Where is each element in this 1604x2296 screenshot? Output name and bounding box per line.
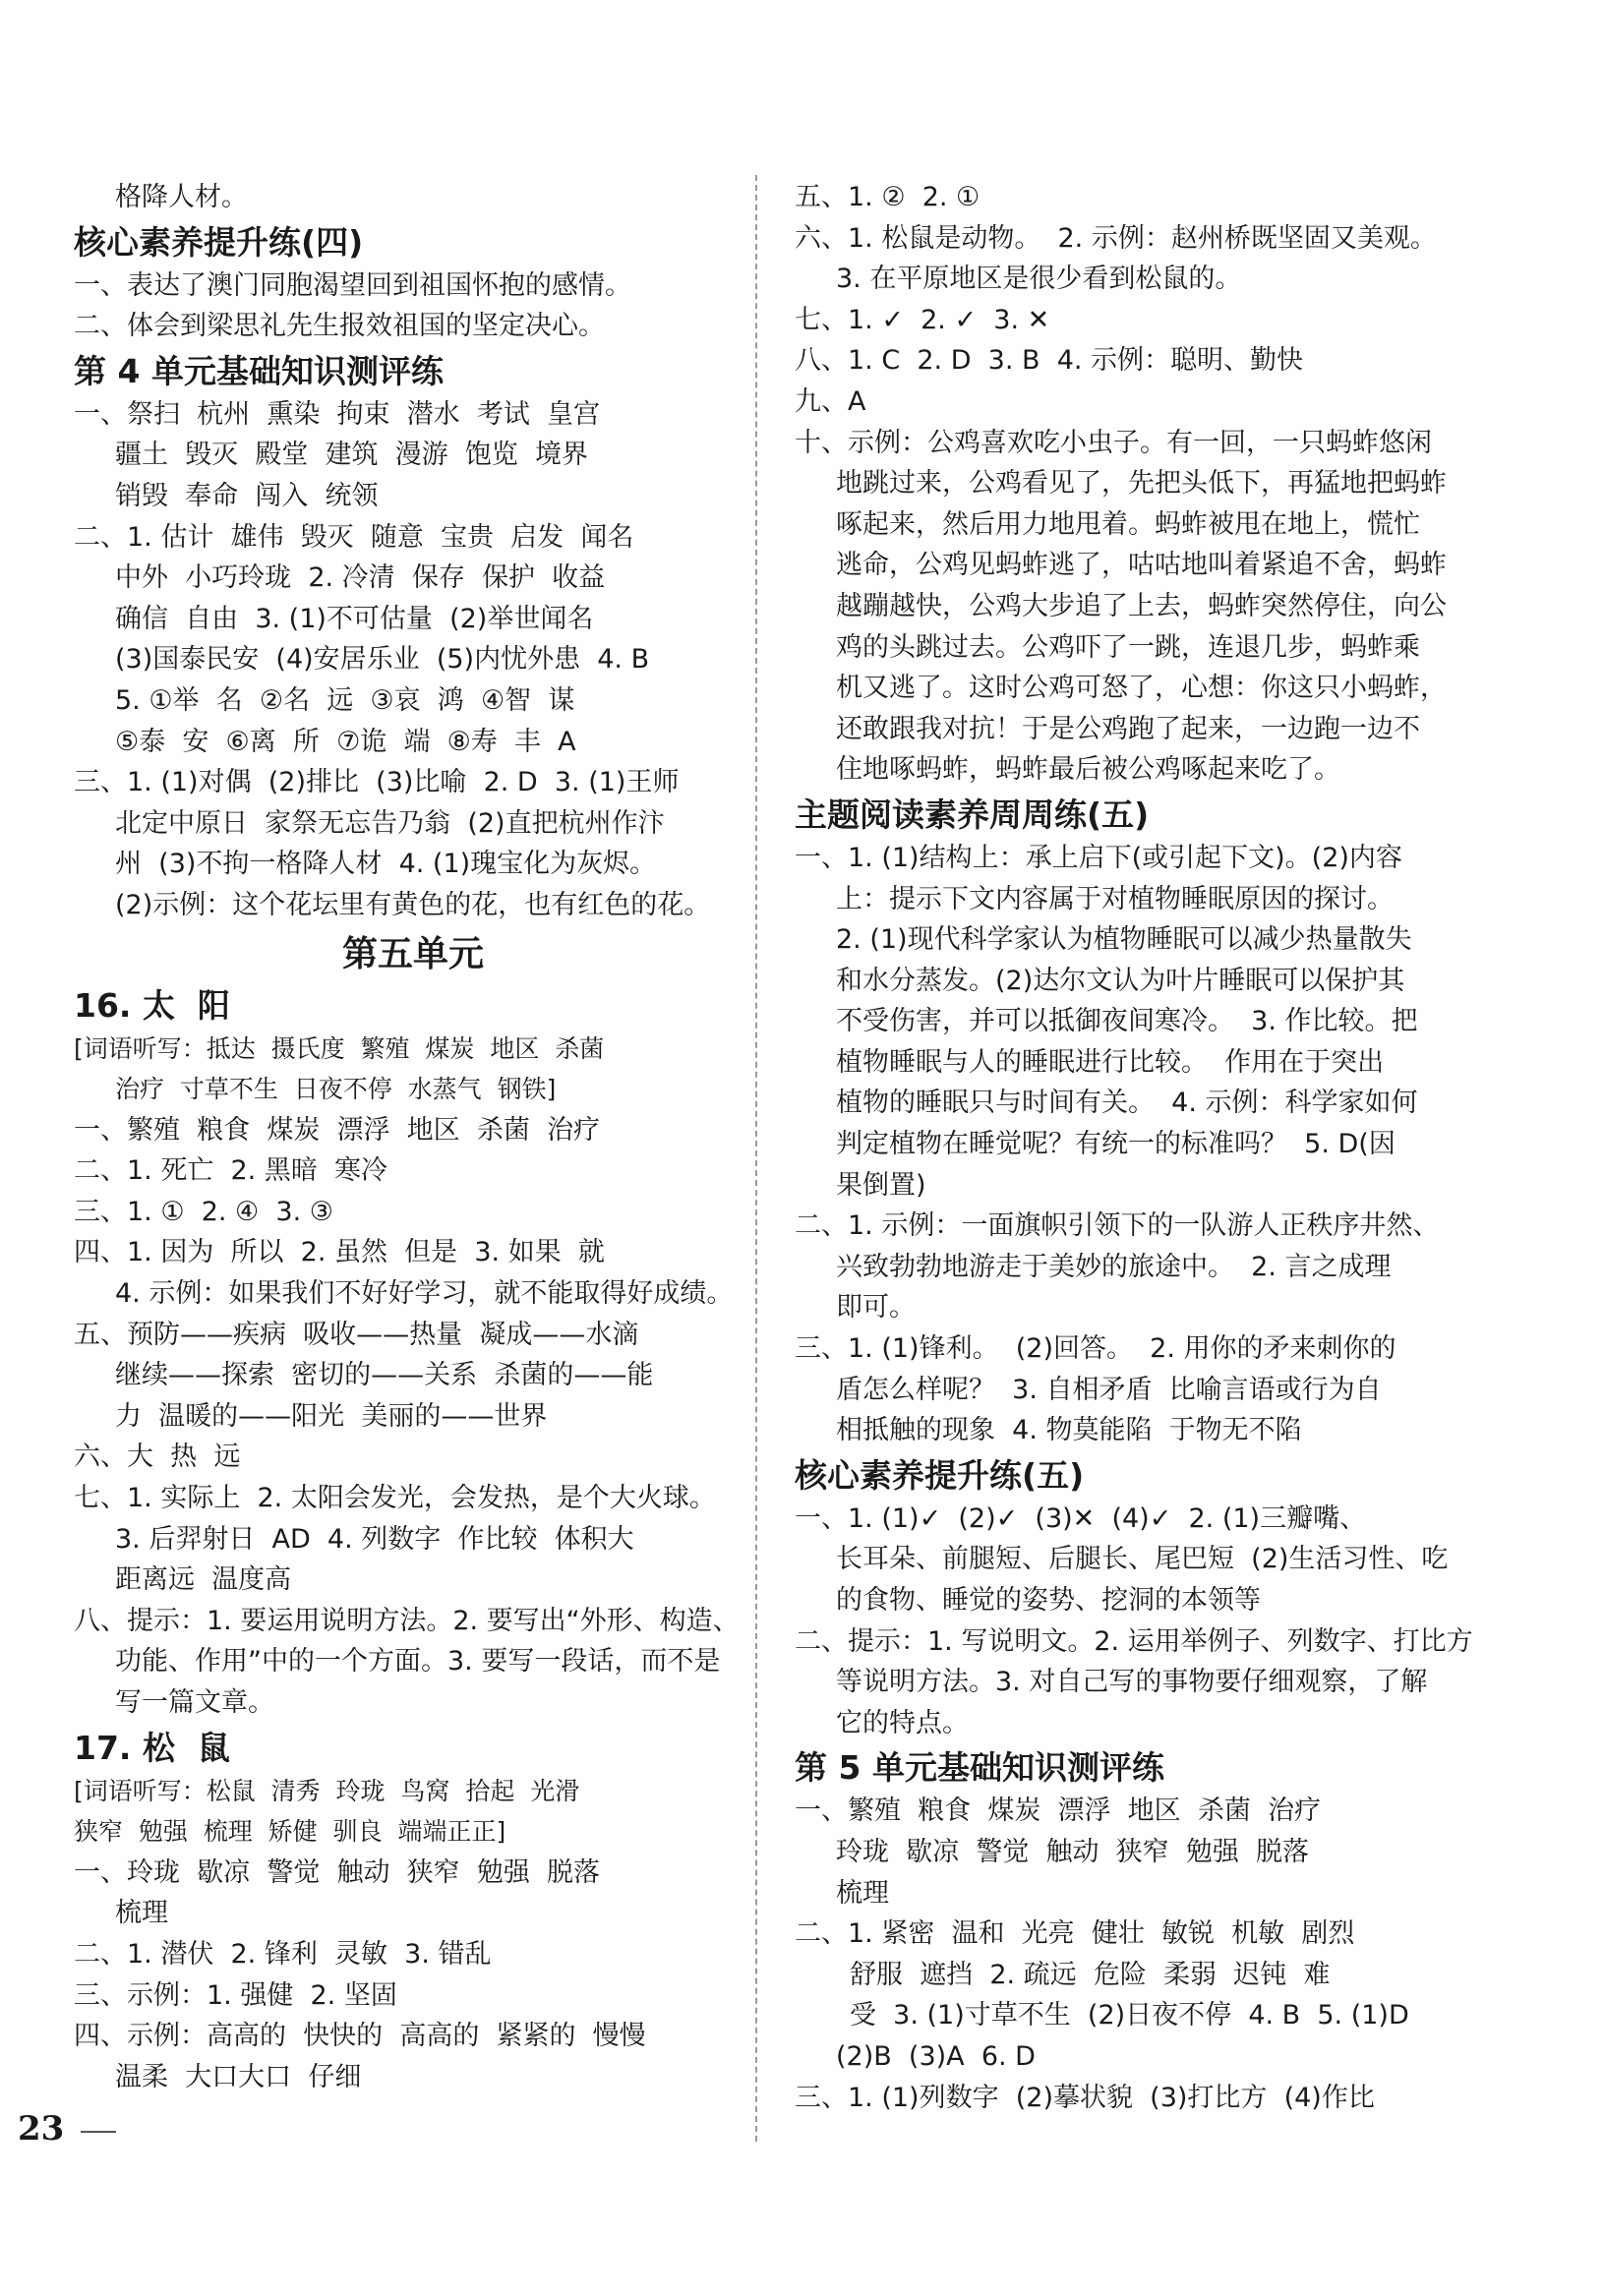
answer-line: 3. 后羿射日 AD 4. 列数字 作比较 体积大 bbox=[115, 1523, 634, 1555]
answer-line: 植物的睡眠只与时间有关。 4. 示例：科学家如何 bbox=[836, 1088, 1418, 1119]
answer-line: 判定植物在睡觉呢？有统一的标准吗？ 5. D(因 bbox=[836, 1129, 1396, 1160]
answer-line: 温柔 大口大口 仔细 bbox=[115, 2061, 362, 2092]
answer-line: 写一篇文章。 bbox=[115, 1687, 274, 1718]
dictation-line: 狭窄 勉强 梳理 矫健 驯良 端端正正] bbox=[74, 1817, 506, 1847]
answer-line: 还敢跟我对抗！于是公鸡跑了起来，一边跑一边不 bbox=[836, 713, 1420, 744]
answer-line: 3. 在平原地区是很少看到松鼠的。 bbox=[836, 264, 1242, 295]
answer-line: 三、1. ① 2. ④ 3. ③ bbox=[74, 1196, 333, 1227]
section-heading: 17. 松 鼠 bbox=[74, 1728, 230, 1767]
answer-line: 距离远 温度高 bbox=[115, 1564, 292, 1596]
answer-line: 二、体会到梁思礼先生报效祖国的坚定决心。 bbox=[74, 311, 605, 342]
dictation-line: [词语听写：抵达 摄氏度 繁殖 煤炭 地区 杀菌 bbox=[74, 1033, 605, 1063]
answer-line: 果倒置) bbox=[836, 1169, 926, 1201]
answer-line: 梳理 bbox=[836, 1877, 889, 1909]
answer-line: 五、1. ② 2. ① bbox=[795, 182, 980, 212]
answer-line: 和水分蒸发。(2)达尔文认为叶片睡眠可以保护其 bbox=[836, 965, 1405, 996]
section-heading: 第 5 单元基础知识测评练 bbox=[795, 1748, 1164, 1788]
answer-line: 相抵触的现象 4. 物莫能陷 于物无不陷 bbox=[836, 1415, 1302, 1446]
right-column bbox=[795, 177, 1473, 2118]
answer-line: 盾怎么样呢？ 3. 自相矛盾 比喻言语或行为自 bbox=[836, 1374, 1382, 1405]
answer-line: 植物睡眠与人的睡眠进行比较。 作用在于突出 bbox=[836, 1046, 1385, 1078]
answer-line: 等说明方法。3. 对自己写的事物要仔细观察，了解 bbox=[836, 1667, 1428, 1698]
answer-line: 它的特点。 bbox=[836, 1707, 969, 1738]
answer-line: 五、预防——疾病 吸收——热量 凝成——水滴 bbox=[74, 1319, 639, 1350]
answer-line: 六、大 热 远 bbox=[74, 1442, 241, 1473]
answer-line: 三、1. (1)锋利。 (2)回答。 2. 用你的矛来刺你的 bbox=[795, 1333, 1396, 1365]
answer-line: 一、1. (1)结构上：承上启下(或引起下文)。(2)内容 bbox=[795, 842, 1402, 873]
answer-line: ⑤泰 安 ⑥离 所 ⑦诡 端 ⑧寿 丰 A bbox=[115, 726, 576, 757]
answer-line: 二、提示：1. 写说明文。2. 运用举例子、列数字、打比方 bbox=[795, 1625, 1473, 1657]
answer-line: 地跳过来，公鸡看见了，先把头低下，再猛地把蚂蚱 bbox=[836, 468, 1447, 500]
dictation-line: 治疗 寸草不生 日夜不停 水蒸气 钢铁] bbox=[115, 1075, 557, 1104]
answer-line: 越蹦越快，公鸡大步追了上去，蚂蚱突然停住，向公 bbox=[836, 590, 1447, 621]
answer-line: 州 (3)不拘一格降人材 4. (1)瑰宝化为灰烬。 bbox=[115, 849, 657, 880]
left-column bbox=[74, 177, 752, 2097]
answer-line: 长耳朵、前腿短、后腿长、尾巴短 (2)生活习性、吃 bbox=[836, 1544, 1449, 1575]
answer-line: 销毁 奉命 闯入 统领 bbox=[115, 480, 379, 511]
column-divider bbox=[755, 175, 757, 2142]
dictation-line: [词语听写：松鼠 清秀 玲珑 鸟窝 拾起 光滑 bbox=[74, 1776, 580, 1805]
answer-line: 机又逃了。这时公鸡可怒了，心想：你这只小蚂蚱， bbox=[836, 673, 1447, 704]
answer-line: 不受伤害，并可以抵御夜间寒冷。 3. 作比较。把 bbox=[836, 1006, 1418, 1037]
answer-line: 四、1. 因为 所以 2. 虽然 但是 3. 如果 就 bbox=[74, 1237, 605, 1268]
answer-line: 疆土 毁灭 殿堂 建筑 漫游 饱览 境界 bbox=[115, 440, 588, 471]
answer-line: 的食物、睡觉的姿势、挖洞的本领等 bbox=[836, 1585, 1261, 1616]
answer-line: 舒服 遮挡 2. 疏远 危险 柔弱 迟钝 难 bbox=[850, 1959, 1331, 1990]
answer-line: 二、1. 潜伏 2. 锋利 灵敏 3. 错乱 bbox=[74, 1938, 492, 1970]
answer-line: 玲珑 歇凉 警觉 触动 狭窄 勉强 脱落 bbox=[836, 1836, 1309, 1867]
answer-line: 一、1. (1)✓ (2)✓ (3)✕ (4)✓ 2. (1)三瓣嘴、 bbox=[795, 1502, 1367, 1534]
unit-heading: 第五单元 bbox=[341, 933, 484, 974]
answer-line: 二、1. 紧密 温和 光亮 健壮 敏锐 机敏 剧烈 bbox=[795, 1918, 1355, 1950]
answer-line: 一、繁殖 粮食 煤炭 漂浮 地区 杀菌 治疗 bbox=[795, 1796, 1321, 1827]
section-heading: 核心素养提升练(五) bbox=[795, 1455, 1085, 1495]
answer-line: 继续——探索 密切的——关系 杀菌的——能 bbox=[115, 1360, 654, 1391]
answer-line: 八、1. C 2. D 3. B 4. 示例：聪明、勤快 bbox=[795, 345, 1304, 377]
section-heading: 核心素养提升练(四) bbox=[74, 222, 364, 262]
answer-line: 中外 小巧玲珑 2. 冷清 保存 保护 收益 bbox=[115, 562, 606, 594]
answer-line: 十、示例：公鸡喜欢吃小虫子。有一回，一只蚂蚱悠闲 bbox=[795, 427, 1432, 458]
answer-line: 一、表达了澳门同胞渴望回到祖国怀抱的感情。 bbox=[74, 269, 631, 301]
answer-line: 力 温暖的——阳光 美丽的——世界 bbox=[115, 1400, 548, 1432]
answer-line: 九、A bbox=[795, 385, 866, 417]
section-heading: 主题阅读素养周周练(五) bbox=[795, 795, 1150, 834]
answer-line: 上：提示下文内容属于对植物睡眠原因的探讨。 bbox=[836, 883, 1394, 914]
answer-line: 三、1. (1)对偶 (2)排比 (3)比喻 2. D 3. (1)王师 bbox=[74, 767, 680, 798]
answer-line: 5. ①举 名 ②名 远 ③哀 鸿 ④智 谋 bbox=[115, 684, 575, 716]
answer-line: 2. (1)现代科学家认为植物睡眠可以减少热量散失 bbox=[836, 924, 1412, 956]
answer-line: 四、示例：高高的 快快的 高高的 紧紧的 慢慢 bbox=[74, 2021, 646, 2052]
section-heading: 16. 太 阳 bbox=[74, 985, 230, 1025]
answer-line: 即可。 bbox=[836, 1292, 916, 1324]
answer-line: (2)示例：这个花坛里有黄色的花，也有红色的花。 bbox=[115, 889, 711, 920]
answer-line: 住地啄蚂蚱，蚂蚱最后被公鸡啄起来吃了。 bbox=[836, 754, 1340, 786]
page-number: 23 bbox=[18, 2109, 65, 2149]
answer-line: 二、1. 估计 雄伟 毁灭 随意 宝贵 启发 闻名 bbox=[74, 521, 634, 553]
answer-line: 二、1. 示例：一面旗帜引领下的一队游人正秩序井然、 bbox=[795, 1210, 1440, 1242]
answer-line: 七、1. 实际上 2. 太阳会发光，会发热，是个大火球。 bbox=[74, 1483, 716, 1514]
answer-line: 受 3. (1)寸草不生 (2)日夜不停 4. B 5. (1)D bbox=[850, 2000, 1409, 2031]
answer-line: 梳理 bbox=[115, 1898, 168, 1929]
answer-line: 功能、作用”中的一个方面。3. 要写一段话，而不是 bbox=[115, 1646, 721, 1678]
answer-line: 二、1. 死亡 2. 黑暗 寒冷 bbox=[74, 1155, 388, 1187]
answer-line: 三、1. (1)列数字 (2)摹状貌 (3)打比方 (4)作比 bbox=[795, 2082, 1375, 2113]
answer-line: 兴致勃勃地游走于美妙的旅途中。 2. 言之成理 bbox=[836, 1251, 1392, 1282]
answer-line: 三、示例：1. 强健 2. 坚固 bbox=[74, 1979, 397, 2011]
answer-line: 北定中原日 家祭无忘告乃翁 (2)直把杭州作汴 bbox=[115, 807, 665, 839]
answer-line: (3)国泰民安 (4)安居乐业 (5)内忧外患 4. B bbox=[115, 644, 650, 676]
answer-line: 确信 自由 3. (1)不可估量 (2)举世闻名 bbox=[115, 603, 594, 634]
answer-line: 六、1. 松鼠是动物。 2. 示例：赵州桥既坚固又美观。 bbox=[795, 222, 1437, 254]
answer-line: 一、玲珑 歇凉 警觉 触动 狭窄 勉强 脱落 bbox=[74, 1856, 600, 1888]
answer-line: 格降人材。 bbox=[115, 182, 248, 212]
answer-line: 八、提示：1. 要运用说明方法。2. 要写出“外形、构造、 bbox=[74, 1605, 740, 1636]
answer-line: 七、1. ✓ 2. ✓ 3. ✕ bbox=[795, 304, 1050, 335]
answer-line: 啄起来，然后用力地甩着。蚂蚱被甩在地上，慌忙 bbox=[836, 508, 1420, 540]
section-heading: 第 4 单元基础知识测评练 bbox=[74, 351, 444, 390]
answer-line: 鸡的头跳过去。公鸡吓了一跳，连退几步，蚂蚱乘 bbox=[836, 631, 1420, 663]
answer-line: 一、祭扫 杭州 熏染 拘束 潜水 考试 皇宫 bbox=[74, 398, 600, 430]
answer-line: 逃命，公鸡见蚂蚱逃了，咕咕地叫着紧追不舍，蚂蚱 bbox=[836, 550, 1447, 581]
page-number-rule bbox=[81, 2131, 116, 2133]
answer-line: (2)B (3)A 6. D bbox=[836, 2040, 1036, 2072]
answer-line: 4. 示例：如果我们不好好学习，就不能取得好成绩。 bbox=[115, 1278, 734, 1310]
answer-line: 一、繁殖 粮食 煤炭 漂浮 地区 杀菌 治疗 bbox=[74, 1114, 600, 1146]
